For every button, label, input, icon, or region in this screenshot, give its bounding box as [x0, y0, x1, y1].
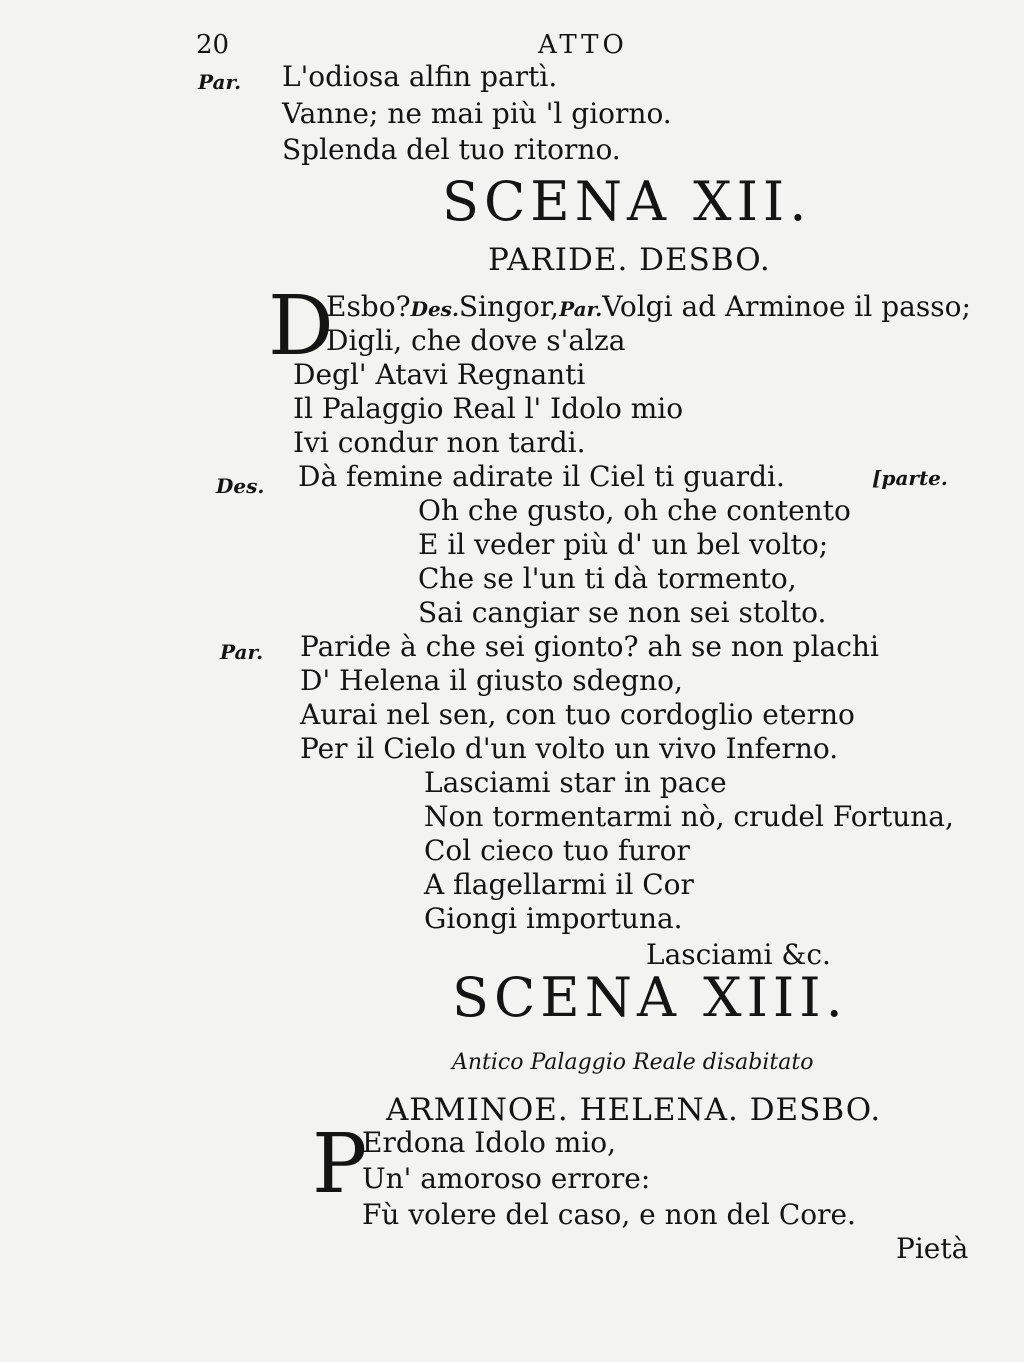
- aria-line: Col cieco tuo furor: [424, 834, 690, 867]
- drop-cap: D: [268, 279, 334, 374]
- verse-line: Paride à che sei gionto? ah se non plachi: [300, 630, 879, 663]
- verse-line: Fù volere del caso, e non del Core.: [362, 1198, 856, 1231]
- aria-line: A flagellarmi il Cor: [424, 868, 694, 901]
- speaker-tag: Des.: [216, 474, 265, 498]
- verse-line: Splenda del tuo ritorno.: [282, 133, 621, 166]
- scene-cast: ARMINOE. HELENA. DESBO.: [386, 1092, 882, 1128]
- verse-fragment: Singor,: [458, 290, 560, 323]
- verse-fragment: Esbo?: [326, 290, 411, 323]
- verse-line: Dà femine adirate il Ciel ti guardi.: [298, 460, 785, 493]
- aria-repeat: Lasciami &c.: [646, 938, 831, 971]
- scene-title: SCENA XII.: [442, 170, 812, 233]
- verse-line: Degl' Atavi Regnanti: [293, 358, 586, 391]
- speaker-tag: Par.: [220, 640, 264, 664]
- verse-line: E il veder più d' un bel volto;: [418, 528, 829, 561]
- verse-line: D' Helena il giusto sdegno,: [300, 664, 683, 697]
- speaker-tag: Par.: [198, 70, 242, 94]
- running-title: ATTO: [538, 30, 628, 60]
- verse-line: Il Palaggio Real l' Idolo mio: [293, 392, 684, 425]
- verse-line: Oh che gusto, oh che contento: [418, 494, 851, 527]
- catchword: Pietà: [896, 1232, 969, 1265]
- speaker-tag: Des.: [410, 297, 459, 321]
- verse-line: Sai cangiar se non sei stolto.: [418, 596, 827, 629]
- verse-line: L'odiosa alfin partì.: [282, 60, 558, 93]
- drop-cap: P: [312, 1117, 368, 1212]
- aria-line: Giongi importuna.: [424, 902, 683, 935]
- page-number: 20: [196, 30, 230, 60]
- verse-fragment: Volgi ad Arminoe il passo;: [602, 290, 971, 323]
- scene-title: SCENA XIII.: [452, 966, 848, 1029]
- aria-line: Non tormentarmi nò, crudel Fortuna,: [424, 800, 954, 833]
- scene-setting: Antico Palaggio Reale disabitato: [452, 1050, 814, 1075]
- verse-line: Ivi condur non tardi.: [293, 426, 586, 459]
- speaker-tag: Par.: [559, 297, 603, 321]
- scene-cast: PARIDE. DESBO.: [488, 242, 771, 278]
- verse-line: Erdona Idolo mio,: [362, 1126, 617, 1159]
- aria-line: Lasciami star in pace: [424, 766, 727, 799]
- verse-line: Un' amoroso errore:: [362, 1162, 651, 1195]
- verse-line: Vanne; ne mai più 'l giorno.: [282, 97, 672, 130]
- verse-line: Per il Cielo d'un volto un vivo Inferno.: [300, 732, 839, 765]
- verse-line: Digli, che dove s'alza: [326, 324, 626, 357]
- verse-line: Aurai nel sen, con tuo cordoglio eterno: [300, 698, 855, 731]
- verse-line: [326, 290, 971, 326]
- verse-line: Che se l'un ti dà tormento,: [418, 562, 797, 595]
- stage-direction: [parte.: [872, 466, 948, 490]
